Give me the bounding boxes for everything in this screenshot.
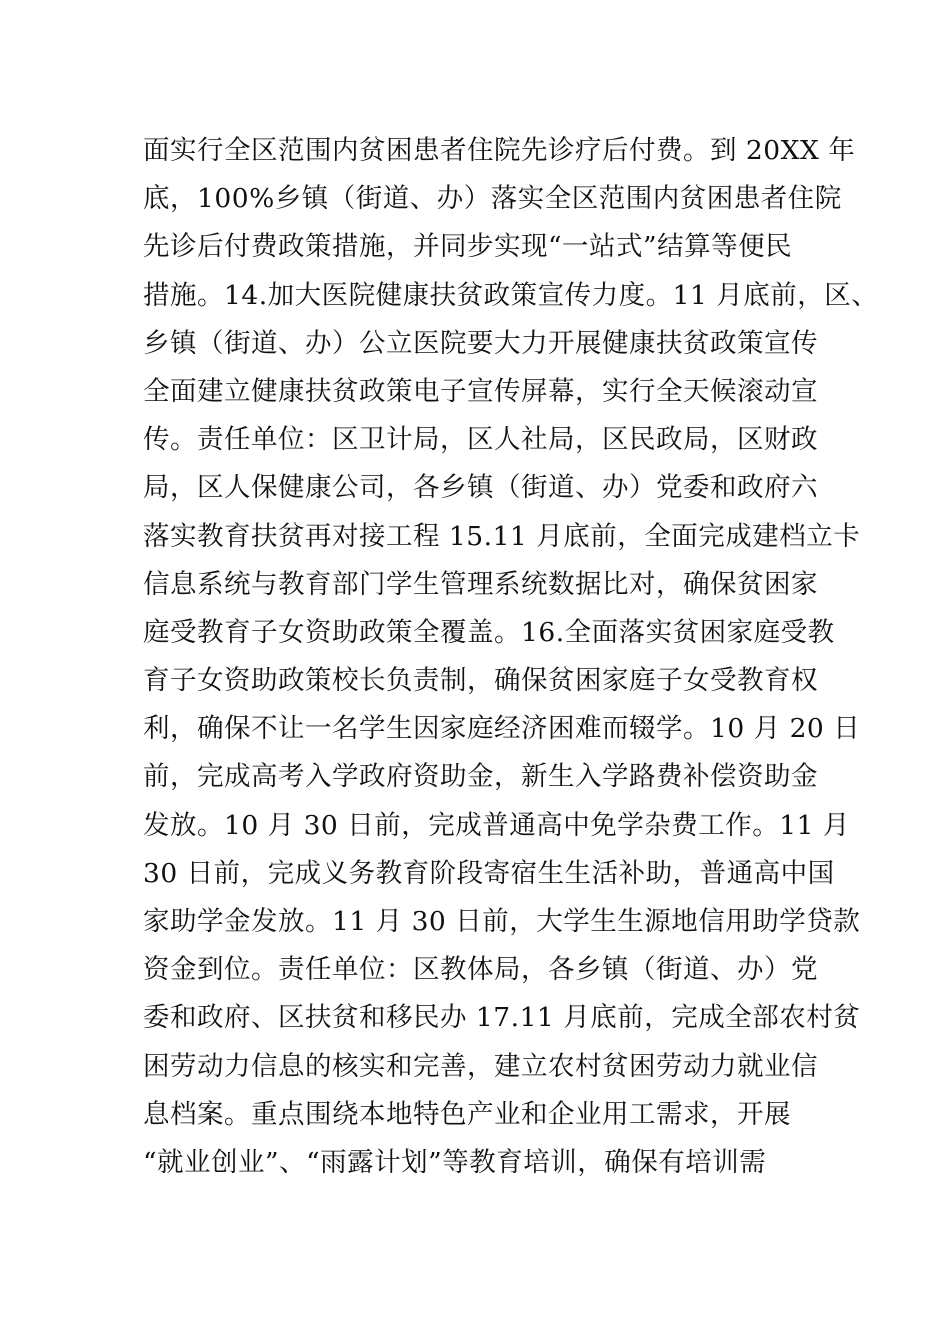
text-line: 落实教育扶贫再对接工程 15.11 月底前，全面完成建档立卡 [143, 520, 861, 552]
text-line: “就业创业”、“雨露计划”等教育培训，确保有培训需 [143, 1146, 767, 1178]
text-line: 先诊后付费政策措施，并同步实现“一站式”结算等便民 [143, 231, 793, 263]
text-line: 信息系统与教育部门学生管理系统数据比对，确保贫困家 [143, 568, 818, 600]
text-line: 庭受教育子女资助政策全覆盖。16.全面落实贫困家庭受教 [143, 616, 835, 648]
text-line: 育子女资助政策校长负责制，确保贫困家庭子女受教育权 [143, 665, 818, 697]
text-line: 乡镇（街道、办）公立医院要大力开展健康扶贫政策宣传 [143, 327, 818, 359]
text-line: 困劳动力信息的核实和完善，建立农村贫困劳动力就业信 [143, 1050, 818, 1082]
body-text [143, 127, 879, 1187]
text-line: 家助学金发放。11 月 30 日前，大学生生源地信用助学贷款 [143, 906, 861, 937]
text-line: 30 日前，完成义务教育阶段寄宿生生活补助，普通高中国 [143, 857, 835, 889]
text-line: 利，确保不让一名学生因家庭经济困难而辍学。10 月 20 日 [143, 713, 861, 745]
text-line: 局，区人保健康公司，各乡镇（街道、办）党委和政府六 [143, 472, 818, 504]
text-line: 全面建立健康扶贫政策电子宣传屏幕，实行全天候滚动宣 [143, 375, 818, 407]
text-line: 委和政府、区扶贫和移民办 17.11 月底前，完成全部农村贫 [143, 1002, 861, 1034]
text-line: 资金到位。责任单位：区教体局，各乡镇（街道、办）党 [143, 954, 818, 986]
text-line: 措施。14.加大医院健康扶贫政策宣传力度。11 月底前，区、 [143, 279, 879, 311]
text-line: 息档案。重点围绕本地特色产业和企业用工需求，开展 [143, 1098, 791, 1130]
text-line: 前，完成高考入学政府资助金，新生入学路费补偿资助金 [143, 761, 818, 793]
text-line: 面实行全区范围内贫困患者住院先诊疗后付费。到 20XX 年 [143, 135, 856, 166]
text-line: 发放。10 月 30 日前，完成普通高中免学杂费工作。11 月 [143, 809, 850, 841]
text-line: 传。责任单位：区卫计局，区人社局，区民政局，区财政 [143, 424, 818, 456]
text-line: 底，100%乡镇（街道、办）落实全区范围内贫困患者住院 [143, 183, 842, 215]
